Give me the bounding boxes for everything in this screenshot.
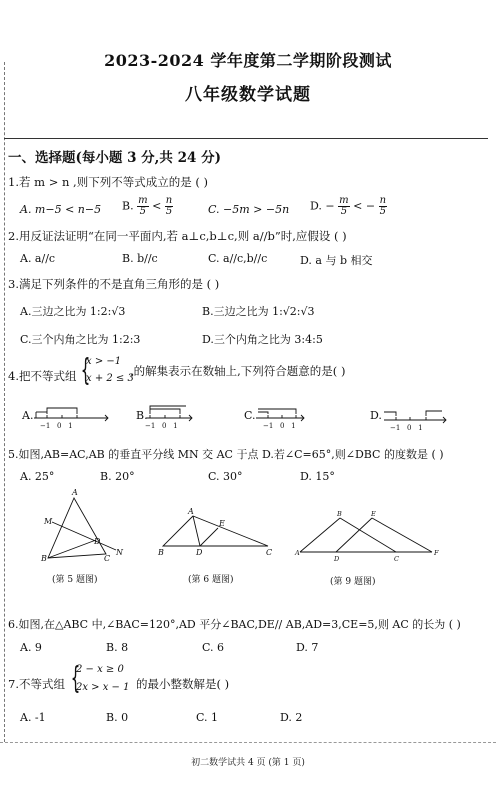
q6-option-b: B. 8 (106, 641, 129, 654)
fig9-label-e: E (371, 510, 376, 518)
fig5-label-b: B (41, 554, 47, 563)
q2-option-a: A. a//c (20, 252, 56, 265)
q5-option-a: A. 25° (20, 470, 55, 483)
q7-option-b: B. 0 (106, 711, 129, 724)
fig9-label-f: F (434, 549, 439, 557)
q4-option-d-label: D. (370, 409, 382, 422)
q2-option-c: C. a//c,b//c (208, 252, 268, 265)
q6-option-c: C. 6 (202, 641, 225, 654)
q6-option-a: A. 9 (20, 641, 42, 654)
fig6-label-c: C (266, 548, 273, 557)
q1-option-d: D. − $\frac{m}{5}$ < − $\frac{n}{5}$ (310, 195, 387, 217)
question-1-stem: 1.若 m > n ,则下列不等式成立的是 ( ) (8, 175, 208, 189)
fig5-line-mn (52, 522, 116, 550)
footer-divider (0, 742, 496, 743)
exam-title: 2023-2024 学年度第二学期阶段测试 (104, 51, 392, 70)
q1-option-c: C. −5m > −5n (208, 203, 290, 216)
fig5-triangle-abc (48, 498, 106, 558)
q3-option-d: D.三个内角之比为 3:4:5 (202, 333, 323, 346)
fig5-label-a: A (72, 488, 78, 497)
fig5-caption: (第 5 题图) (52, 575, 98, 585)
fig6-label-d: D (196, 548, 203, 557)
q4d-ticks: −1 0 1 (390, 424, 423, 432)
q4a-ticks: −1 0 1 (40, 422, 73, 430)
q4-option-b-label: B. (136, 409, 148, 422)
section-title: 一、选择题(每小题 3 分,共 24 分) (8, 150, 221, 166)
q4-inequality-2: x + 2 ≤ 3 (86, 373, 134, 384)
q7-option-d: D. 2 (280, 711, 303, 724)
fig9-line-ab (300, 518, 340, 552)
q7-inequality-2: 2x > x − 1 (76, 682, 130, 693)
fig9-label-b: B (337, 510, 342, 518)
fig6-label-b: B (158, 548, 164, 557)
q4-option-c-label: C. (244, 409, 256, 422)
q5-option-b: B. 20° (100, 470, 135, 483)
fig5-label-d: D (94, 537, 101, 546)
q4-option-a-label: A. (22, 409, 34, 422)
q5-option-d: D. 15° (300, 470, 335, 483)
q4-inequality-1: x > −1 (86, 356, 122, 367)
page-footer: 初二数学试共 4 页 (第 1 页) (191, 758, 305, 768)
q3-option-a: A.三边之比为 1:2:√3 (20, 305, 126, 318)
question-6-stem: 6.如图,在△ABC 中,∠BAC=120°,AD 平分∠BAC,DE// AB,AD=3,CE=5,则 AC 的长为 ( ) (8, 618, 461, 631)
fig9-label-d: D (334, 555, 340, 563)
fig9-caption: (第 9 题图) (330, 577, 376, 587)
fig6-label-e: E (219, 519, 225, 528)
fig6-line-ad (193, 516, 200, 546)
question-3-stem: 3.满足下列条件的不是直角三角形的是 ( ) (8, 277, 220, 291)
q7-option-c: C. 1 (196, 711, 219, 724)
question-7-stem-suffix: 的最小整数解是( ) (136, 677, 230, 691)
q3-option-c: C.三个内角之比为 1:2:3 (20, 333, 141, 346)
fig9-label-a: A (295, 549, 300, 557)
fig6-caption: (第 6 题图) (188, 575, 234, 585)
fig9-line-ef (372, 518, 432, 552)
fig9-line-de (336, 518, 372, 552)
fig5-label-m: M (44, 517, 53, 526)
q1-option-b: B. $\frac{m}{5}$ < $\frac{n}{5}$ (122, 195, 173, 217)
q3-option-b: B.三边之比为 1:√2:√3 (202, 305, 315, 318)
exam-subtitle: 八年级数学试题 (185, 85, 311, 105)
fig6-line-de (200, 528, 218, 546)
question-4-stem-suffix: ,的解集表示在数轴上,下列符合题意的是( ) (130, 364, 346, 378)
fig9-label-c: C (394, 555, 399, 563)
question-7-stem-prefix: 7.不等式组 (8, 677, 65, 691)
q4c-ticks: −1 0 1 (263, 422, 296, 430)
question-2-stem: 2.用反证法证明“在同一平面内,若 a⊥c,b⊥c,则 a//b”时,应假设 ( ) (8, 229, 347, 243)
q4b-ticks: −1 0 1 (145, 422, 178, 430)
q7-option-a: A. -1 (20, 711, 46, 724)
question-5-stem: 5.如图,AB=AC,AB 的垂直平分线 MN 交 AC 于点 D.若∠C=65°,则∠DBC 的度数是 ( ) (8, 448, 444, 461)
fig5-label-n: N (116, 548, 123, 557)
q4-brace: { (80, 353, 91, 388)
q2-option-d: D. a 与 b 相交 (300, 254, 373, 267)
fig5-label-c: C (104, 554, 111, 563)
q2-option-b: B. b//c (122, 252, 158, 265)
question-4-stem-prefix: 4.把不等式组 (8, 369, 77, 383)
q6-option-d: D. 7 (296, 641, 319, 654)
q7-inequality-1: 2 − x ≥ 0 (76, 664, 124, 675)
q1-option-a: A. m−5 < n−5 (20, 203, 102, 216)
fig6-label-a: A (188, 507, 194, 516)
q5-option-c: C. 30° (208, 470, 243, 483)
q7-brace: { (70, 661, 81, 696)
fig9-line-bc (340, 518, 396, 552)
